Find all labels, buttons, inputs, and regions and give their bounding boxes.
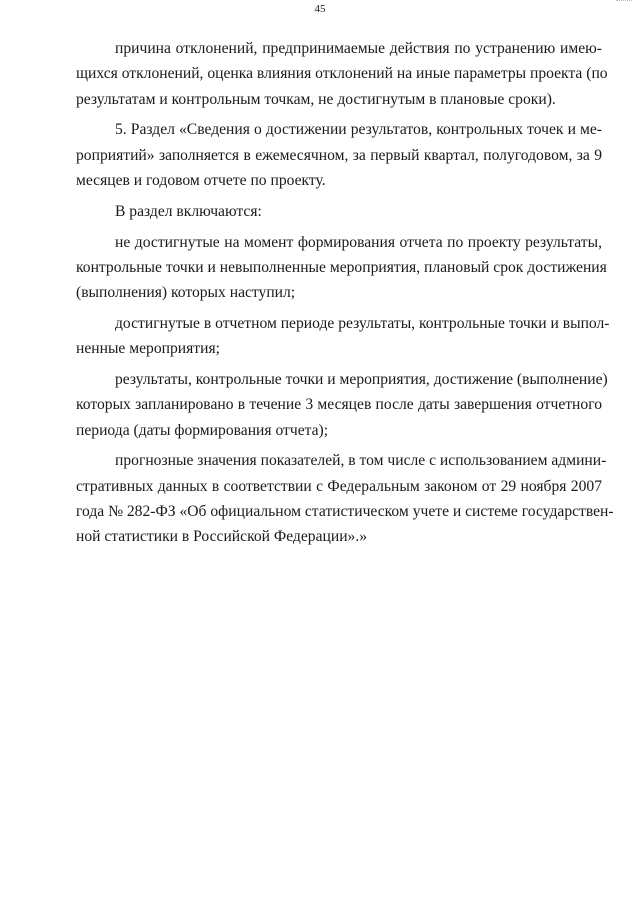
paragraph (76, 367, 608, 443)
paragraph (76, 199, 602, 224)
text-line: причина отклонений, предпринимаемые действия по устранению имею- (115, 40, 602, 57)
text-line: щихся отклонений, оценка влияния отклонений на иные параметры проекта (по (76, 65, 608, 83)
scan-mark (616, 0, 632, 3)
text-line: достигнутые в отчетном периоде результаты, контрольные точки и выпол- (115, 314, 610, 332)
body-text (76, 36, 614, 550)
text-line: периода (даты формирования отчета); (76, 421, 329, 439)
text-line: контрольные точки и невыполненные мероприятия, плановый срок достижения (76, 258, 607, 276)
paragraph (76, 230, 607, 306)
text-line: (выполнения) которых наступил; (76, 284, 296, 302)
text-line: результатам и контрольным точкам, не достигнутым в плановые сроки). (76, 90, 556, 108)
page-number: 45 (314, 3, 326, 15)
text-line: года № 282-ФЗ «Об официальном статистическом учете и системе государствен- (76, 503, 614, 521)
paragraph (76, 448, 614, 549)
text-line: ненные мероприятия; (76, 340, 220, 358)
text-line: прогнозные значения показателей, в том числе с использованием админи- (115, 452, 607, 470)
paragraph (76, 311, 610, 362)
text-line: не достигнутые на момент формирования отчета по проекту результаты, (115, 233, 602, 251)
text-line: В раздел включаются: (115, 202, 262, 220)
text-line: ной статистики в Российской Федерации».» (76, 528, 368, 546)
text-line: результаты, контрольные точки и мероприятия, достижение (выполнение) (115, 371, 608, 389)
text-line: стративных данных в соответствии с Федеральным законом от 29 ноября 2007 (76, 477, 602, 495)
text-line: месяцев и годовом отчете по проекту. (76, 171, 326, 189)
paragraph (76, 36, 608, 112)
text-line: которых запланировано в течение 3 месяцев после даты завершения отчетного (76, 396, 602, 414)
text-line: 5. Раздел «Сведения о достижении результатов, контрольных точек и ме- (115, 121, 602, 139)
paragraph (76, 117, 602, 193)
text-line: роприятий» заполняется в ежемесячном, за первый квартал, полугодовом, за 9 (76, 146, 602, 164)
